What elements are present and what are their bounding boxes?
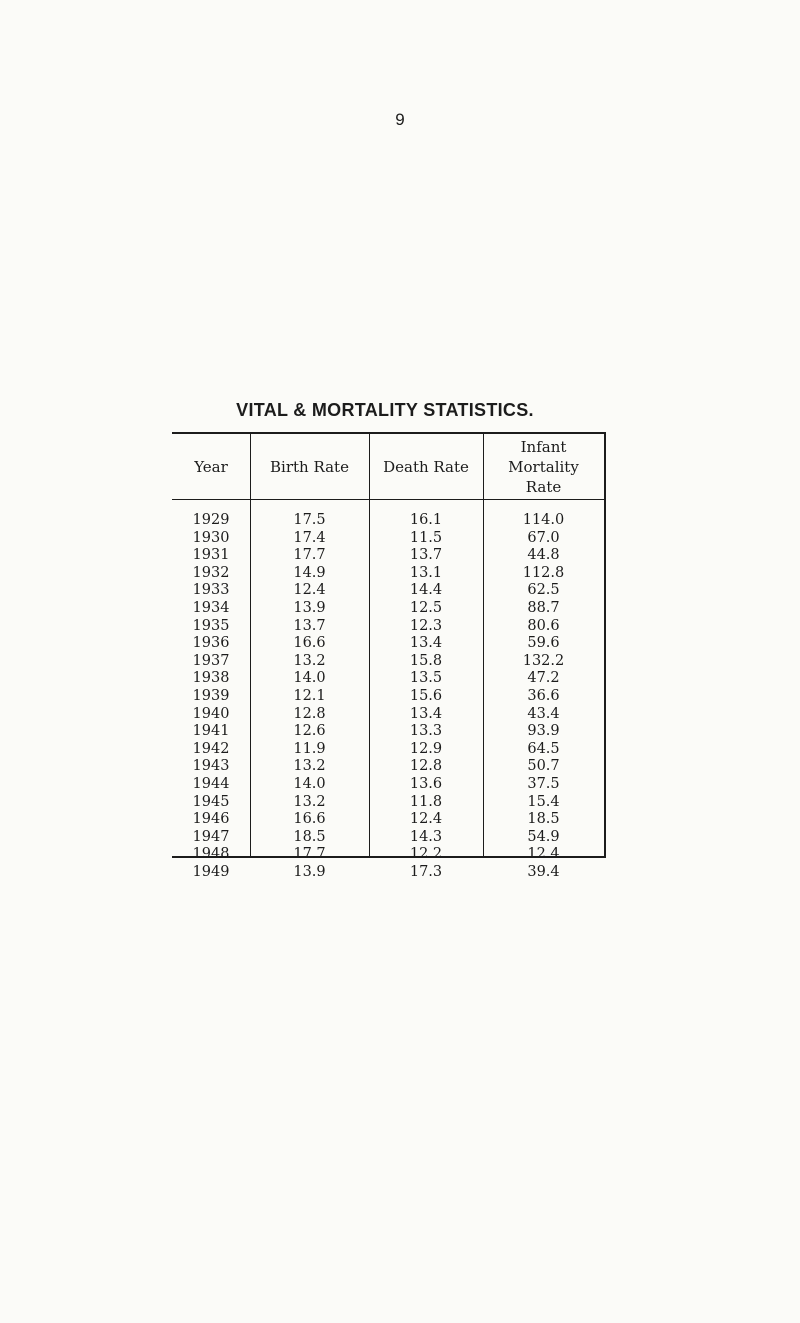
table-row (172, 688, 604, 706)
cell-year: 1939 (192, 687, 230, 704)
table-body (172, 512, 604, 881)
cell-birth-rate: 13.7 (293, 617, 326, 634)
cell-death-rate: 12.4 (409, 811, 443, 828)
table-row (172, 811, 604, 829)
cell-birth-rate: 14.9 (293, 564, 326, 581)
header-infant-line-3: Rate (525, 477, 562, 496)
cell-birth-rate: 13.9 (293, 599, 326, 616)
cell-death-rate: 12.2 (409, 846, 443, 863)
cell-death-rate: 13.3 (409, 723, 443, 740)
table-row (172, 635, 604, 653)
cell-year: 1932 (192, 564, 230, 581)
table-row (172, 618, 604, 636)
table-row (172, 829, 604, 847)
table-row (172, 706, 604, 724)
cell-infant-mortality-rate: 67.0 (527, 529, 560, 546)
cell-death-rate: 12.3 (409, 617, 443, 634)
cell-infant-mortality-rate: 132.2 (522, 652, 565, 669)
cell-birth-rate: 11.9 (293, 740, 326, 757)
page-number: 9 (395, 110, 405, 129)
cell-year: 1935 (192, 617, 230, 634)
cell-year: 1934 (192, 599, 230, 616)
cell-death-rate: 12.8 (409, 758, 443, 775)
table-row (172, 582, 604, 600)
cell-death-rate: 11.5 (409, 529, 443, 546)
cell-death-rate: 13.4 (409, 635, 443, 652)
cell-year: 1933 (192, 582, 230, 599)
cell-infant-mortality-rate: 44.8 (527, 547, 560, 564)
cell-birth-rate: 12.8 (293, 705, 326, 722)
cell-birth-rate: 13.2 (293, 793, 326, 810)
header-year: Year (194, 457, 228, 476)
cell-infant-mortality-rate: 47.2 (527, 670, 560, 687)
table-row (172, 741, 604, 759)
cell-year: 1948 (192, 846, 230, 863)
cell-birth-rate: 16.6 (293, 635, 326, 652)
cell-birth-rate: 17.5 (293, 512, 326, 528)
table-row (172, 723, 604, 741)
cell-infant-mortality-rate: 114.0 (522, 512, 565, 528)
table-row (172, 864, 604, 882)
cell-infant-mortality-rate: 15.4 (527, 793, 560, 810)
cell-birth-rate: 14.0 (293, 775, 326, 792)
table-row (172, 547, 604, 565)
cell-infant-mortality-rate: 37.5 (527, 775, 560, 792)
cell-birth-rate: 17.7 (293, 846, 326, 863)
cell-death-rate: 12.9 (409, 740, 443, 757)
cell-year: 1938 (192, 670, 230, 687)
page-title: VITAL & MORTALITY STATISTICS. (236, 400, 534, 420)
cell-birth-rate: 12.6 (293, 723, 326, 740)
cell-infant-mortality-rate: 93.9 (527, 723, 560, 740)
cell-birth-rate: 12.4 (293, 582, 326, 599)
cell-infant-mortality-rate: 62.5 (527, 582, 560, 599)
cell-death-rate: 15.6 (409, 687, 443, 704)
table-row (172, 565, 604, 583)
cell-death-rate: 14.4 (409, 582, 443, 599)
cell-year: 1946 (192, 811, 230, 828)
cell-death-rate: 15.8 (409, 652, 443, 669)
cell-infant-mortality-rate: 43.4 (527, 705, 560, 722)
cell-infant-mortality-rate: 88.7 (527, 599, 560, 616)
statistics-table (172, 432, 606, 880)
cell-year: 1940 (192, 705, 230, 722)
cell-death-rate: 13.5 (409, 670, 443, 687)
cell-infant-mortality-rate: 112.8 (522, 564, 565, 581)
cell-infant-mortality-rate: 50.7 (527, 758, 560, 775)
cell-death-rate: 13.4 (409, 705, 443, 722)
cell-birth-rate: 17.7 (293, 547, 326, 564)
cell-birth-rate: 13.9 (293, 863, 326, 880)
header-death-rate: Death Rate (383, 457, 469, 476)
cell-infant-mortality-rate: 54.9 (527, 828, 560, 845)
header-infant-line-1: Infant (520, 437, 567, 456)
cell-birth-rate: 13.2 (293, 652, 326, 669)
cell-birth-rate: 13.2 (293, 758, 326, 775)
cell-year: 1944 (192, 775, 230, 792)
cell-year: 1937 (192, 652, 230, 669)
table-row (172, 776, 604, 794)
cell-year: 1931 (192, 547, 230, 564)
cell-year: 1945 (192, 793, 230, 810)
table-row (172, 653, 604, 671)
cell-infant-mortality-rate: 18.5 (527, 811, 560, 828)
cell-infant-mortality-rate: 59.6 (527, 635, 560, 652)
table-row (172, 670, 604, 688)
header-birth-rate: Birth Rate (270, 457, 349, 476)
header-infant-mortality-rate (483, 434, 604, 499)
cell-year: 1947 (192, 828, 230, 845)
cell-year: 1936 (192, 635, 230, 652)
cell-birth-rate: 18.5 (293, 828, 326, 845)
cell-death-rate: 13.7 (409, 547, 443, 564)
cell-death-rate: 13.6 (409, 775, 443, 792)
cell-year: 1929 (192, 512, 230, 528)
cell-infant-mortality-rate: 39.4 (527, 863, 560, 880)
cell-birth-rate: 14.0 (293, 670, 326, 687)
table-row (172, 530, 604, 548)
table-row (172, 846, 604, 864)
cell-year: 1943 (192, 758, 230, 775)
cell-death-rate: 14.3 (409, 828, 443, 845)
cell-birth-rate: 17.4 (293, 529, 326, 546)
header-rule (172, 499, 604, 500)
cell-year: 1949 (192, 863, 230, 880)
cell-infant-mortality-rate: 80.6 (527, 617, 560, 634)
cell-death-rate: 12.5 (409, 599, 443, 616)
cell-death-rate: 13.1 (409, 564, 443, 581)
cell-infant-mortality-rate: 12.4 (527, 846, 560, 863)
cell-year: 1941 (192, 723, 230, 740)
cell-death-rate: 17.3 (409, 863, 443, 880)
cell-birth-rate: 16.6 (293, 811, 326, 828)
table-row (172, 600, 604, 618)
cell-death-rate: 11.8 (409, 793, 443, 810)
cell-year: 1930 (192, 529, 230, 546)
table-row (172, 794, 604, 812)
cell-death-rate: 16.1 (409, 512, 443, 528)
cell-infant-mortality-rate: 36.6 (527, 687, 560, 704)
table-row (172, 758, 604, 776)
cell-year: 1942 (192, 740, 230, 757)
cell-infant-mortality-rate: 64.5 (527, 740, 560, 757)
cell-birth-rate: 12.1 (293, 687, 326, 704)
table-row (172, 512, 604, 530)
header-infant-line-2: Mortality (508, 457, 579, 476)
